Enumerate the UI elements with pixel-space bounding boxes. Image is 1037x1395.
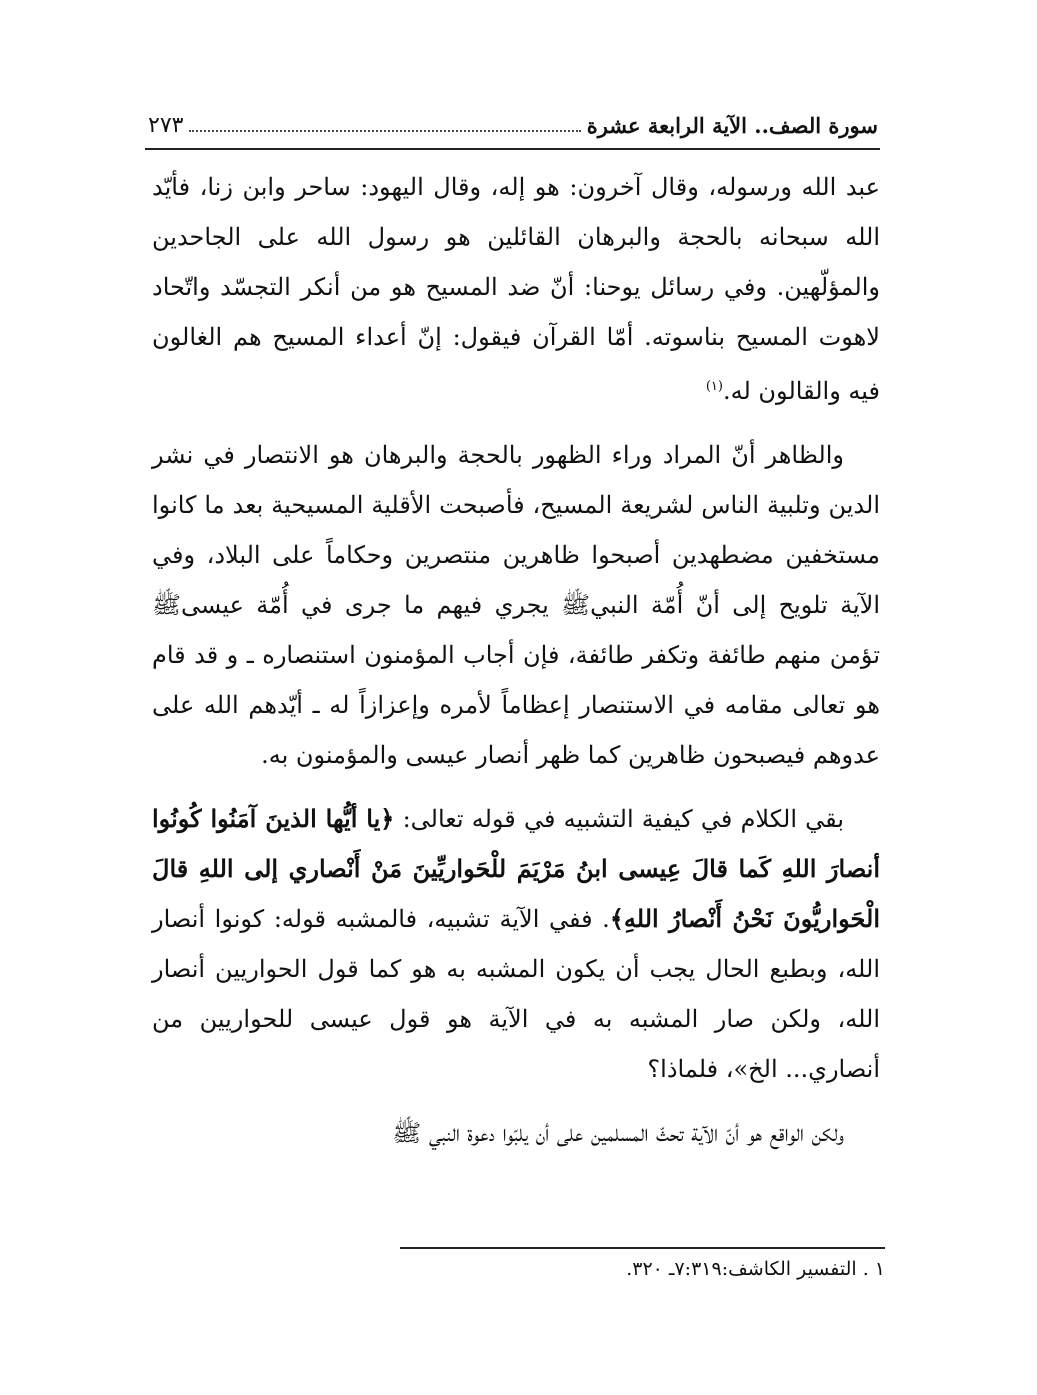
paragraph-2 — [152, 430, 880, 780]
paragraph-3-text: . ففي الآية تشبيه، فالمشبه قوله: كونوا أنصار الله، وبطبع الحال يجب أن يكون المشبه به هو كما قول الحواريين أنصار الله، ولكن صار المشبه به في الآية هو قول عيسى للحواريين من أنصاري... الخ»، فلماذا؟ — [152, 905, 880, 1083]
quran-verse: ﴿يا أيُّها الذينَ آمَنُوا كُونُوا أنصارَ اللهِ كَما قالَ عِيسى ابنُ مَرْيَمَ للْحَواريِّينَ مَنْ أَنْصاري إلى اللهِ قالَ الْحَواريُّونَ نَحْنُ أَنْصارُ اللهِ﴾ — [152, 804, 881, 933]
header-divider — [145, 148, 880, 150]
footnote: ١ . التفسير الكاشف:٧:٣١٩ـ ٣٢٠. — [626, 1258, 885, 1280]
main-text — [152, 162, 880, 1172]
footnote-divider — [400, 1247, 885, 1249]
paragraph-1-text: عبد الله ورسوله، وقال آخرون: هو إله، وقال اليهود: ساحر وابن زنا، فأيّد الله سبحانه بالحجة والبرهان القائلين هو رسول الله على الجاحدين والمؤلّهين. وفي رسائل يوحنا: أنّ ضد المسيح هو من أنكر التجسّد واتّحاد لاهوت المسيح بناسوته. أمّا القرآن فيقول: إنّ أعداء المسيح هم الغالون فيه والقالون له. — [152, 173, 880, 405]
footnote-ref[interactable]: (١) — [705, 379, 723, 394]
paragraph-3 — [152, 794, 880, 1094]
running-header — [148, 98, 878, 138]
header-title: سورة الصف.. الآية الرابعة عشرة — [586, 113, 878, 138]
paragraph-4 — [152, 1108, 880, 1158]
paragraph-4-text: ولكن الواقع هو أنّ الآية تحثّ المسلمين على أن يلبّوا دعوة النبي ﷺ — [392, 1119, 844, 1147]
paragraph-1 — [152, 162, 880, 416]
header-leader-dots — [189, 130, 580, 132]
paragraph-2-text: والظاهر أنّ المراد وراء الظهور بالحجة والبرهان هو الانتصار في نشر الدين وتلبية الناس لشريعة المسيح، فأصبحت الأقلية المسيحية بعد ما كانوا مستخفين مضطهدين أصبحوا ظاهرين منتصرين وحكاماً على البلاد، وفي الآية تلويح إلى أنّ أُمّة النبيﷺ يجري فيهم ما جرى في أُمّة عيسىﷺ تؤمن منهم طائفة وتكفر طائفة، فإن أجاب المؤمنون استنصاره ـ و قد قام هو تعالى مقامه في الاستنصار إعظاماً لأمره وإعزازاً له ـ أيّدهم الله على عدوهم فيصبحون ظاهرين كما ظهر أنصار عيسى والمؤمنون به. — [152, 441, 880, 769]
paragraph-3-intro: بقي الكلام في كيفية التشبيه في قوله تعالى: — [394, 805, 844, 833]
page-number: ٢٧٣ — [148, 113, 184, 138]
